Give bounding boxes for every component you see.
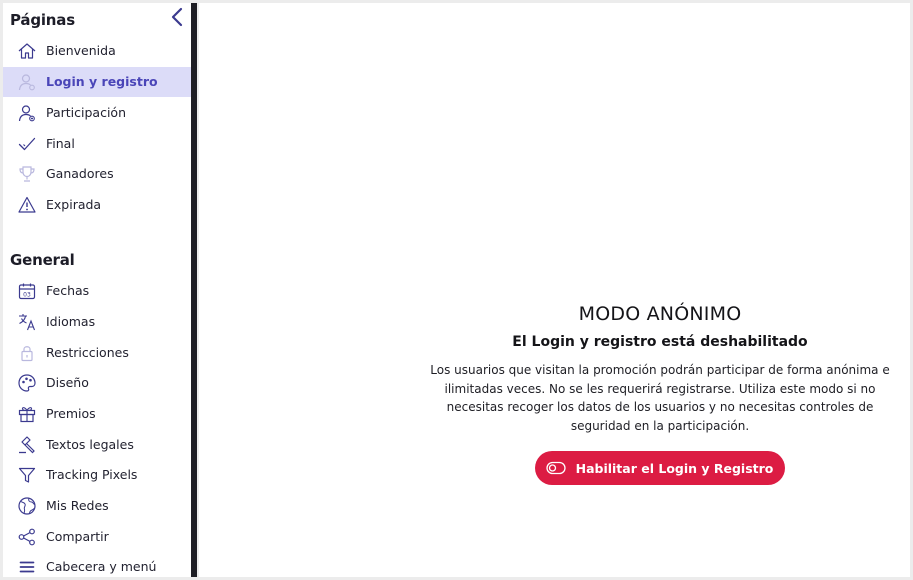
- sidebar-item-label: Mis Redes: [46, 498, 109, 513]
- user-edit-icon: [17, 103, 37, 123]
- sidebar-item-label: Bienvenida: [46, 43, 116, 58]
- description-line: seguridad en la participación.: [570, 418, 750, 433]
- sidebar-item-fechas[interactable]: [3, 276, 191, 306]
- sidebar-item-premios[interactable]: [3, 399, 191, 429]
- sidebar-item-label: Restricciones: [46, 345, 129, 360]
- mode-description: [429, 361, 891, 435]
- sidebar-item-label: Diseño: [46, 375, 89, 390]
- sidebar-item-participacion[interactable]: [3, 98, 191, 128]
- sidebar-item-ganadores[interactable]: [3, 159, 191, 189]
- gift-icon: [17, 404, 37, 424]
- anonymous-mode-panel: [429, 303, 891, 485]
- page-subtitle: El Login y registro está deshabilitado: [512, 334, 808, 350]
- translate-icon: [17, 312, 37, 332]
- globe-icon: [17, 496, 37, 516]
- user-icon: [17, 72, 37, 92]
- sidebar-item-diseno[interactable]: [3, 368, 191, 398]
- sidebar-item-label: Final: [46, 136, 75, 151]
- description-line: ilimitadas veces. No se les requerirá registrarse. Utiliza este modo si no: [444, 381, 876, 396]
- sidebar-item-expirada[interactable]: [3, 190, 191, 220]
- calendar-icon: [17, 281, 37, 301]
- sidebar-item-bienvenida[interactable]: [3, 36, 191, 66]
- sidebar-item-textos-legales[interactable]: [3, 430, 191, 460]
- page-title: MODO ANÓNIMO: [578, 303, 742, 325]
- check-icon: [17, 134, 37, 154]
- warning-icon: [17, 195, 37, 215]
- sidebar-item-final[interactable]: [3, 129, 191, 159]
- menu-icon: [17, 557, 37, 577]
- description-line: Los usuarios que visitan la promoción podrán participar de forma anónima e: [430, 363, 890, 377]
- sidebar-item-label: Participación: [46, 105, 127, 120]
- enable-login-button[interactable]: [535, 451, 786, 485]
- chevron-left-icon[interactable]: [169, 7, 185, 27]
- sidebar-item-compartir[interactable]: [3, 522, 191, 552]
- lock-icon: [17, 343, 37, 363]
- enable-login-button-label: Habilitar el Login y Registro: [575, 460, 774, 476]
- sidebar-resize-handle[interactable]: [191, 3, 197, 577]
- sidebar-item-label: Textos legales: [46, 437, 134, 452]
- sidebar: [3, 3, 191, 577]
- sidebar-item-label: Idiomas: [46, 314, 96, 329]
- sidebar-item-login-registro[interactable]: [3, 67, 191, 97]
- sidebar-item-restricciones[interactable]: [3, 338, 191, 368]
- section-title-pages: Páginas: [10, 11, 75, 29]
- home-icon: [17, 41, 37, 61]
- trophy-icon: [17, 164, 37, 184]
- gavel-icon: [17, 435, 37, 455]
- palette-icon: [17, 373, 37, 393]
- sidebar-item-idiomas[interactable]: [3, 307, 191, 337]
- sidebar-item-label: Ganadores: [46, 166, 114, 181]
- main-panel: [199, 3, 910, 577]
- sidebar-item-label: Expirada: [46, 197, 102, 212]
- sidebar-item-cabecera-menu[interactable]: [3, 552, 191, 577]
- calendar-day-text: 03: [23, 291, 31, 299]
- sidebar-item-label: Cabecera y menú: [46, 559, 157, 574]
- section-title-general: General: [10, 251, 75, 269]
- description-line: necesitas recoger los datos de los usuarios y no necesitas controles de: [446, 400, 874, 414]
- sidebar-item-label: Premios: [46, 406, 96, 421]
- sidebar-item-label: Tracking Pixels: [46, 467, 138, 482]
- sidebar-item-tracking-pixels[interactable]: [3, 460, 191, 490]
- sidebar-item-label: Compartir: [46, 529, 109, 544]
- sidebar-item-label: Login y registro: [46, 74, 158, 89]
- filter-icon: [17, 465, 37, 485]
- sidebar-item-mis-redes[interactable]: [3, 491, 191, 521]
- toggle-off-icon: [546, 461, 566, 475]
- share-icon: [17, 527, 37, 547]
- sidebar-item-label: Fechas: [46, 283, 90, 298]
